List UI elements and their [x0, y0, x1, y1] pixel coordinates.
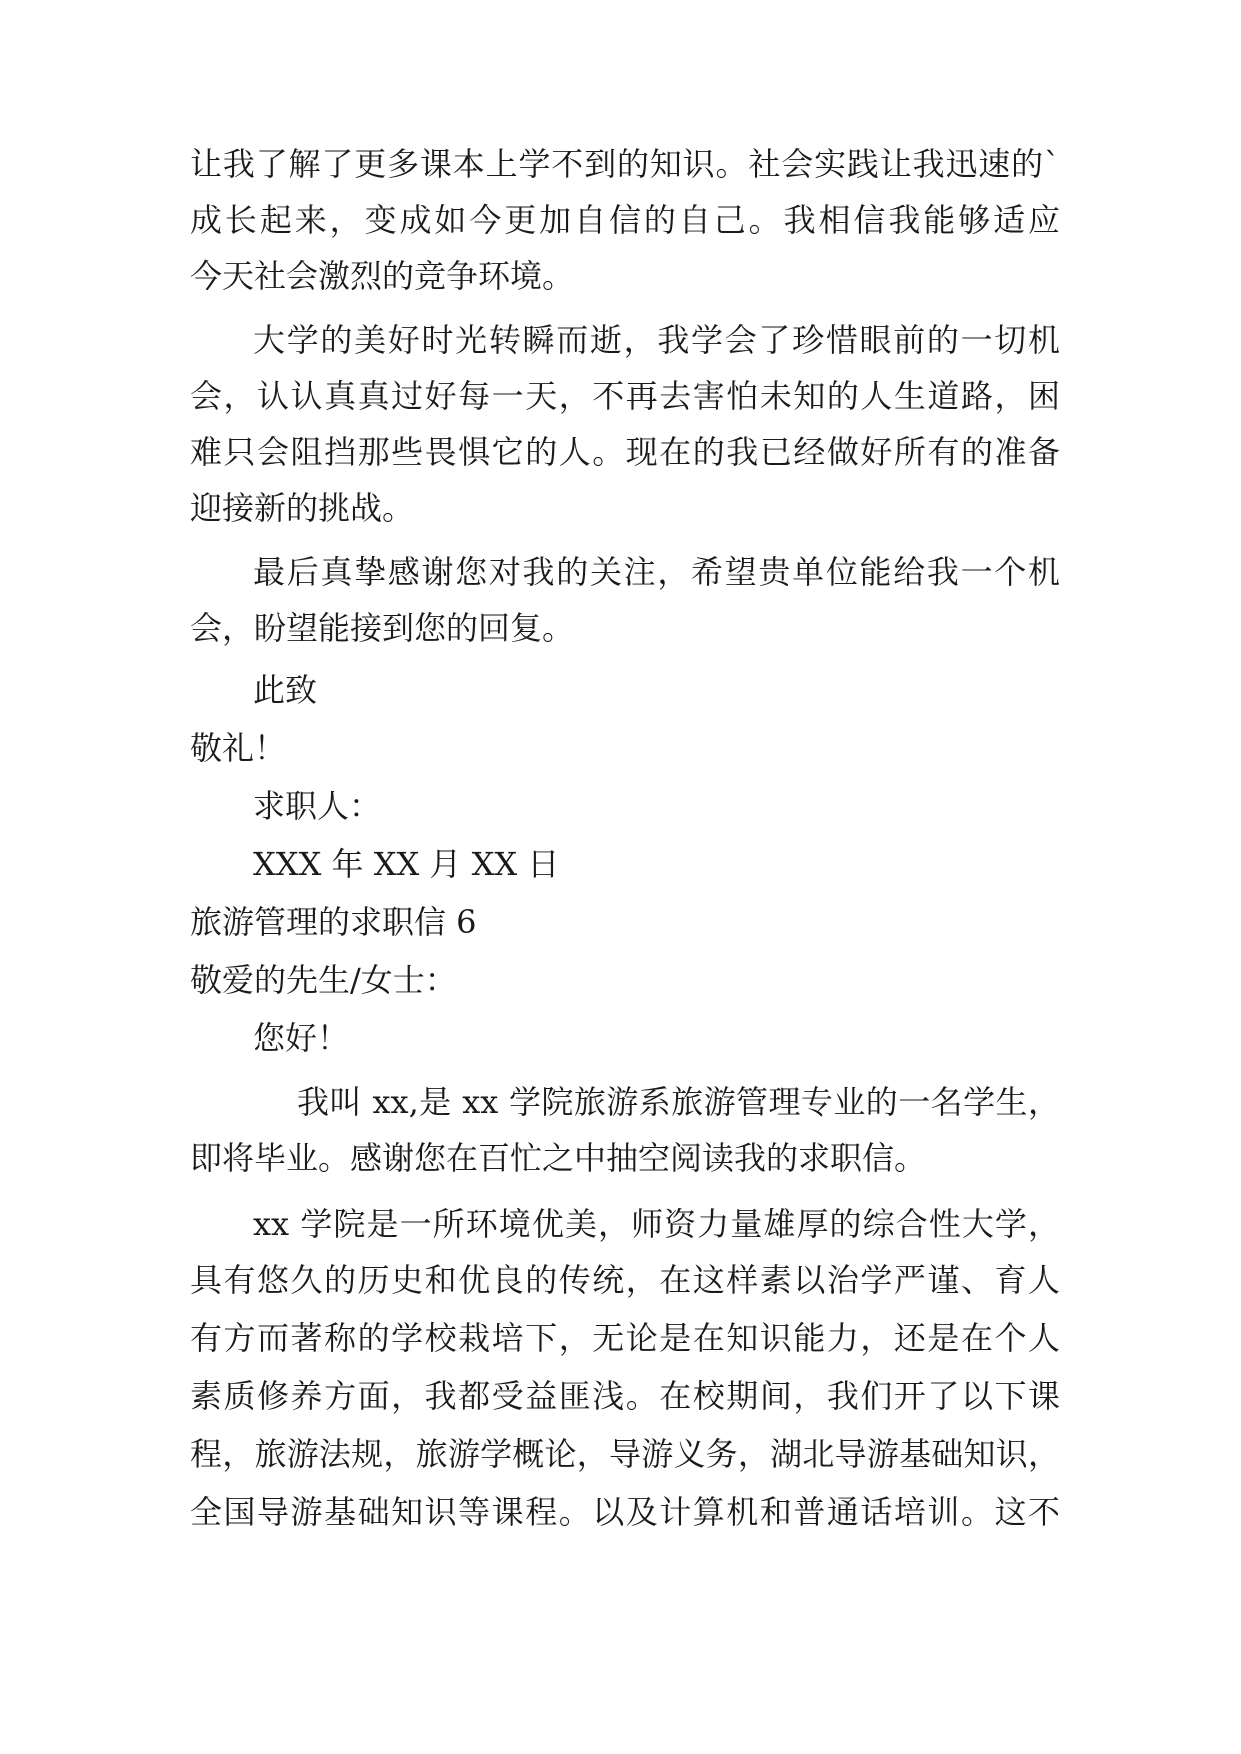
text-line: 今天社会激烈的竞争环境。	[190, 257, 575, 295]
text-line: 会，认认真真过好每一天，不再去害怕未知的人生道路，困	[190, 377, 1060, 415]
text-line: 让我了解了更多课本上学不到的知识。社会实践让我迅速的`	[190, 145, 1060, 183]
text-line: 大学的美好时光转瞬而逝，我学会了珍惜眼前的一切机	[253, 321, 1060, 359]
text-line: 全国导游基础知识等课程。以及计算机和普通话培训。这不	[190, 1493, 1060, 1531]
text-line: 您好！	[253, 1019, 350, 1057]
text-line: 此致	[253, 671, 318, 709]
text-line: 成长起来，变成如今更加自信的自己。我相信我能够适应	[190, 201, 1060, 239]
text-line: 会，盼望能接到您的回复。	[190, 609, 575, 647]
text-line: 最后真挚感谢您对我的关注，希望贵单位能给我一个机	[253, 553, 1060, 591]
text-line: 有方而著称的学校栽培下，无论是在知识能力，还是在个人	[190, 1319, 1060, 1357]
text-line: 敬爱的先生/女士：	[190, 961, 457, 999]
text-line: 我叫 xx,是 xx 学院旅游系旅游管理专业的一名学生，	[297, 1083, 1060, 1121]
text-line: 敬礼！	[190, 729, 287, 767]
text-line: 迎接新的挑战。	[190, 489, 415, 527]
text-line: 具有悠久的历史和优良的传统，在这样素以治学严谨、育人	[190, 1261, 1060, 1299]
text-line: XXX 年 XX 月 XX 日	[253, 845, 560, 883]
text-line: 难只会阻挡那些畏惧它的人。现在的我已经做好所有的准备	[190, 433, 1060, 471]
text-line: 即将毕业。感谢您在百忙之中抽空阅读我的求职信。	[190, 1139, 927, 1177]
text-line: 旅游管理的求职信 6	[190, 903, 477, 941]
text-line: xx 学院是一所环境优美，师资力量雄厚的综合性大学，	[253, 1205, 1060, 1243]
text-line: 求职人：	[253, 787, 382, 825]
text-line: 素质修养方面，我都受益匪浅。在校期间，我们开了以下课	[190, 1377, 1060, 1415]
text-line: 程，旅游法规，旅游学概论，导游义务，湖北导游基础知识，	[190, 1435, 1060, 1473]
